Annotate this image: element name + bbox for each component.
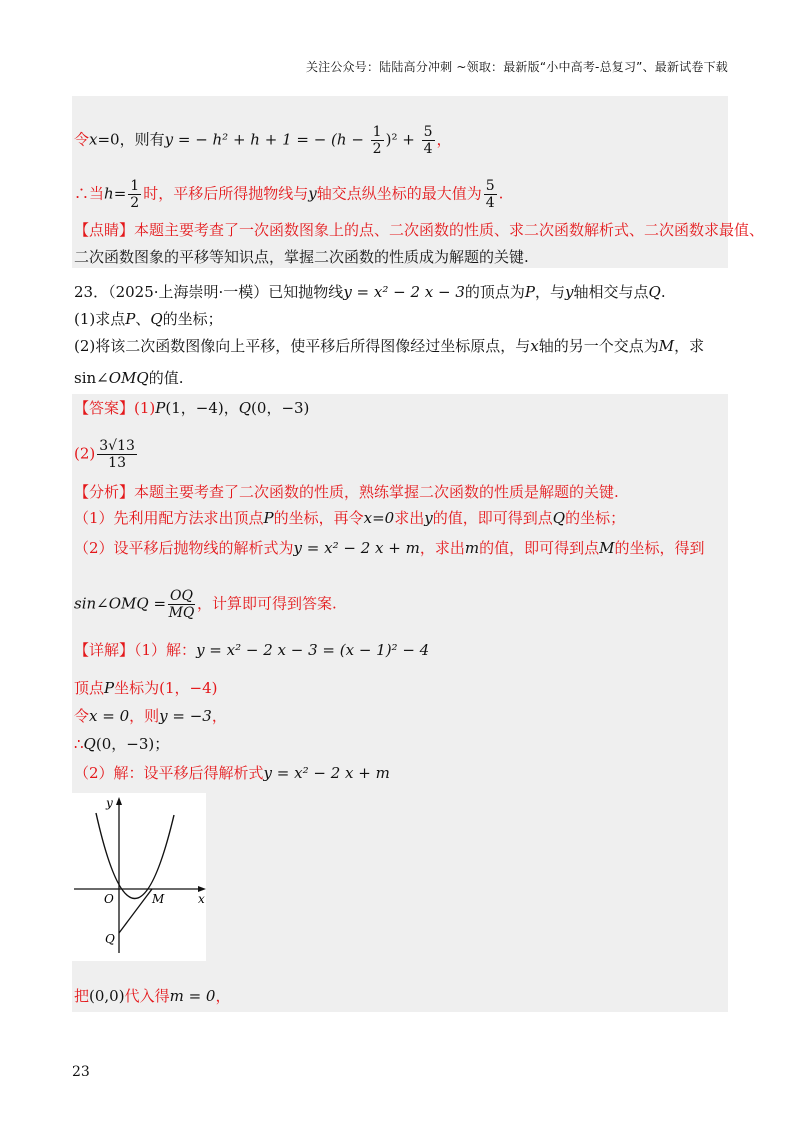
page-number: 23 (72, 1064, 90, 1080)
parabola-figure (72, 793, 206, 961)
detail-line-5: （2）解：设平移后得解析式y = x² − 2 x + m (74, 764, 390, 782)
page-header: 关注公众号：陆陆高分冲刺 ~领取：最新版“小中高考-总复习”、最新试卷下载 (305, 60, 728, 74)
answer-line-2: (2) $\frac{3√13}{13}$ (74, 438, 135, 471)
question-stem: 23．（2025·上海崇明·一模）已知抛物线y = x² − 2 x − 3的顶点为P，与y轴相交与点Q. (74, 283, 666, 301)
fraction-five-fourths: $\frac{5}{4}$ (423, 124, 433, 157)
parabola-curve (96, 813, 174, 899)
answer-fraction: $\frac{3√13}{13}$ (99, 438, 135, 471)
detail-line-6: 把(0,0)代入得m = 0， (74, 987, 231, 1005)
fraction-one-half: $\frac{1}{2}$ (372, 124, 382, 157)
parabola-graph (72, 793, 206, 961)
detail-line-1: 【详解】（1）解：y = x² − 2 x − 3 = (x − 1)² − 4 (74, 641, 430, 659)
dianjing-line: 【点睛】本题主要考查了一次函数图象上的点、二次函数的性质、求二次函数解析式、二次函数求最值、 (74, 221, 765, 239)
x-label: x (198, 892, 205, 906)
detail-line-3: 令x = 0，则y = −3， (74, 707, 227, 725)
question-part-2-cont: sin∠OMQ的值. (74, 369, 184, 387)
y-label: y (106, 796, 113, 810)
analysis-step-2: （2）设平移后抛物线的解析式为y = x² − 2 x + m，求出m的值，即可得到点M的坐标，得到 (74, 539, 705, 557)
y-axis-arrow (116, 797, 122, 805)
q-label: Q (105, 932, 115, 946)
detail-line-4: ∴Q(0，−3)； (74, 735, 170, 753)
question-part-2: (2)将该二次函数图像向上平移，使平移后所得图像经过坐标原点，与x轴的另一个交点为M，求 (74, 337, 705, 355)
analysis-step-1: （1）先利用配方法求出顶点P的坐标，再令x=0求出y的值，即可得到点Q的坐标； (74, 509, 626, 527)
detail-line-2: 顶点P坐标为(1，−4) (74, 679, 218, 697)
conclusion-line: ∴当h= $\frac{1}{2}$ 时，平移后所得抛物线与y轴交点纵坐标的最大值为 $\frac{5}{4}$ . (74, 178, 504, 211)
analysis-line: 【分析】本题主要考查了二次函数的性质，熟练掌握二次函数的性质是解题的关键. (74, 483, 619, 501)
m-label: M (152, 892, 165, 906)
fraction-five-fourths-2: $\frac{5}{4}$ (485, 178, 495, 211)
origin-label: O (104, 892, 114, 906)
fraction-one-half-2: $\frac{1}{2}$ (130, 178, 140, 211)
segment-qm (119, 889, 152, 933)
formula-line-1: 令x=0，则有y = − h² + h + 1 = − (h − $\frac{1}{2}$ )² + $\frac{5}{4}$ ， (74, 124, 452, 157)
dianjing-line-2: 二次函数图象的平移等知识点，掌握二次函数的性质成为解题的关键. (74, 248, 529, 266)
sin-fraction: $\frac{OQ}{MQ}$ (168, 588, 195, 621)
analysis-step-3: sin∠OMQ = $\frac{OQ}{MQ}$ ，计算即可得到答案. (74, 588, 337, 621)
question-part-1: (1)求点P、Q的坐标； (74, 310, 223, 328)
answer-line-1: 【答案】(1)P(1，−4)，Q(0，−3) (74, 399, 310, 417)
